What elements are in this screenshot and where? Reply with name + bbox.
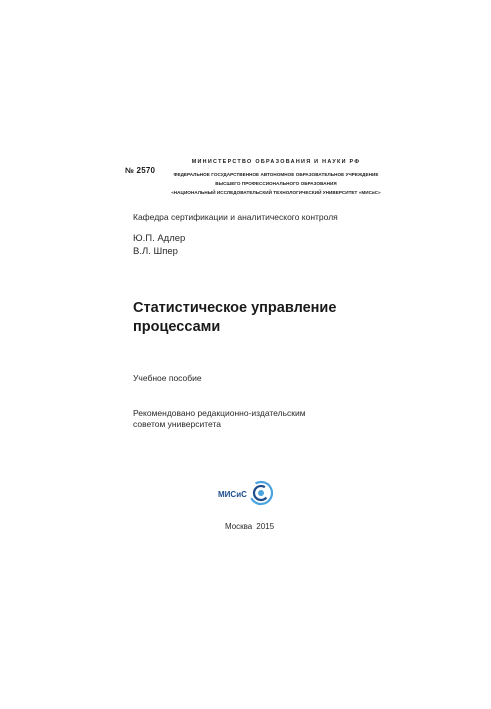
institution-line-3: «НАЦИОНАЛЬНЫЙ ИССЛЕДОВАТЕЛЬСКИЙ ТЕХНОЛОГИЧЕСКИЙ УНИВЕРСИТЕТ «МИСиС»: [171, 190, 381, 195]
imprint: [0, 522, 491, 531]
document-number: № 2570: [125, 166, 156, 175]
institution-line-1: ФЕДЕРАЛЬНОЕ ГОСУДАРСТВЕННОЕ АВТОНОМНОЕ ОБРАЗОВАТЕЛЬНОЕ УЧРЕЖДЕНИЕ: [173, 172, 379, 177]
department-name: Кафедра сертификации и аналитического контроля: [133, 212, 338, 222]
book-title: [133, 299, 393, 337]
logo-text: МИСиС: [218, 490, 247, 499]
institution-line-2: ВЫСШЕГО ПРОФЕССИОНАЛЬНОГО ОБРАЗОВАНИЯ: [215, 181, 337, 186]
book-title-line-1: Статистическое управление: [133, 300, 337, 316]
recommendation-note: [133, 408, 306, 430]
author-2: В.Л. Шпер: [133, 246, 178, 257]
imprint-city: Москва: [224, 522, 253, 531]
misis-logo-icon: [248, 478, 274, 508]
document-type: Учебное пособие: [133, 373, 202, 383]
recommendation-line-1: Рекомендовано редакционно-издательским: [133, 408, 306, 418]
book-title-line-2: процессами: [133, 319, 221, 335]
recommendation-line-2: советом университета: [133, 419, 222, 429]
university-logo: [218, 478, 278, 508]
institution-header: [168, 158, 384, 197]
ministry-name: МИНИСТЕРСТВО ОБРАЗОВАНИЯ И НАУКИ РФ: [191, 159, 361, 165]
imprint-year: 2015: [256, 522, 275, 531]
author-1: Ю.П. Адлер: [133, 233, 186, 244]
